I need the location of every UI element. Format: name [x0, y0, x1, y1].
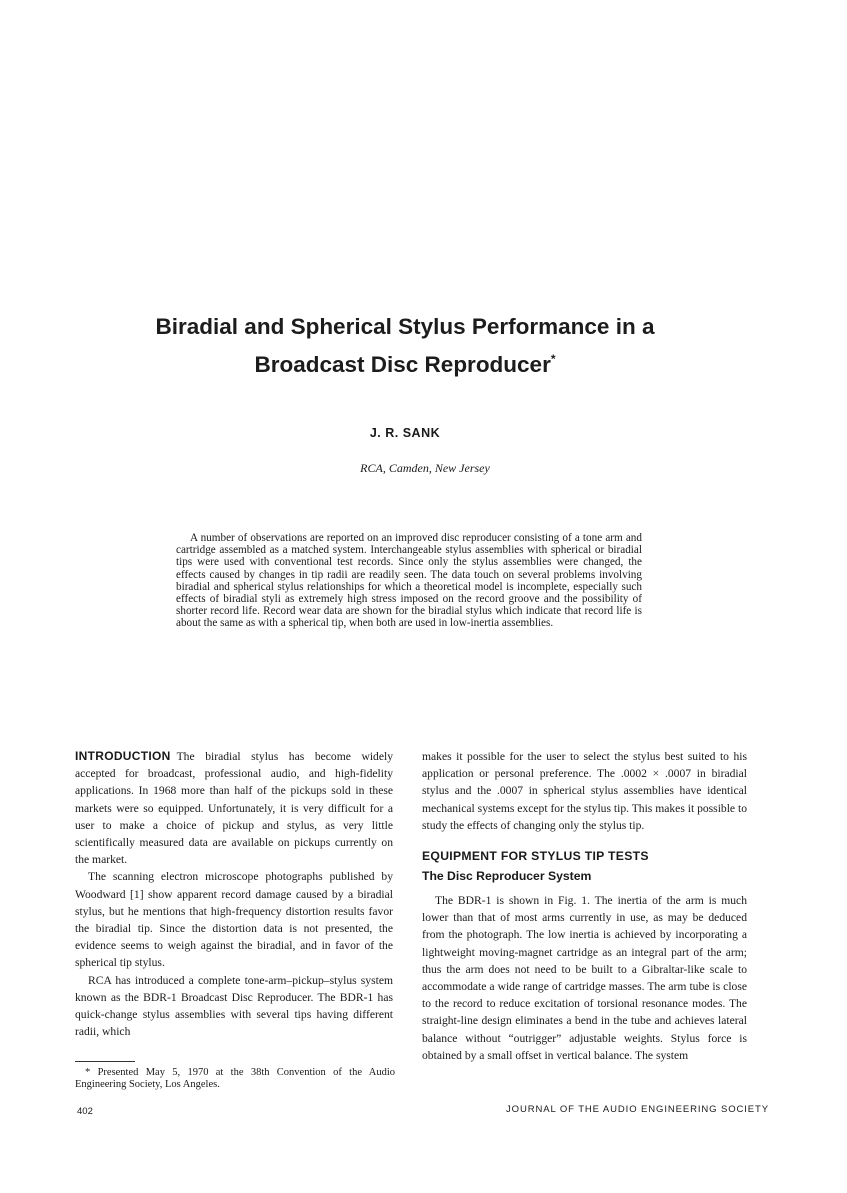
footnote-rule — [75, 1061, 135, 1062]
title-line-2-text: Broadcast Disc Reproducer — [254, 352, 551, 377]
journal-name: JOURNAL OF THE AUDIO ENGINEERING SOCIETY — [506, 1104, 769, 1115]
author-affiliation: RCA, Camden, New Jersey — [360, 461, 490, 475]
equipment-paragraph: The BDR-1 is shown in Fig. 1. The inertia of the arm is much lower than that of most arms currently in use, as may be deduced from the photograph. The low inertia is achieved by incorporating a lightweight moving-magnet cartridge as an integral part of the arm; thus the arm does not need to be built to a Gibraltar-like scale to accommodate a wide range of cartridge masses. The arm tube is close to the record to reduce excitation of torsional resonance modes. The straight-line design eliminates a bend in the tube and achieves lateral balance without “outrigger” adjustable weights. Stylus force is obtained by a small offset in vertical balance. The system — [422, 894, 747, 1062]
title-line-1: Biradial and Spherical Stylus Performance in a — [155, 314, 655, 339]
intro-paragraph-1 — [75, 748, 393, 868]
intro-heading: INTRODUCTION — [75, 749, 171, 763]
abstract: A number of observations are reported on an improved disc reproducer consisting of a tone arm and cartridge assembled as a matched system. Interchangeable stylus assemblies with spherical or biradial tips were used with conventional test records. Since only the stylus assemblies were changed, the effects caused by changes in tip radii are readily seen. The data touch on several problems involving biradial and spherical stylus relationships for which a theoretical model is incomplete, especially such effects of biradial styli as extremely high stress imposed on the record groove and the possibility of shorter record life. Record wear data are shown for the biradial stylus which indicate that record life is about the same as with a spherical tip, when both are used in low-inertia assemblies. — [176, 532, 642, 630]
title-line-2 — [110, 343, 700, 381]
section-heading: EQUIPMENT FOR STYLUS TIP TESTS — [422, 849, 649, 864]
author-name: J. R. SANK — [369, 426, 441, 440]
right-column — [422, 748, 747, 1064]
footnote: * Presented May 5, 1970 at the 38th Convention of the Audio Engineering Society, Los Angeles. — [75, 1067, 395, 1090]
intro-paragraph-2: The scanning electron microscope photographs published by Woodward [1] show apparent record damage caused by a biradial stylus, but he mentions that high-frequency distortion results favor the biradial tip. Since the distortion data is not presented, the evidence seems to weigh against the biradial, and in favor of the spherical tip stylus. — [75, 870, 393, 970]
left-column — [75, 748, 393, 1040]
intro-paragraph-1-text: The biradial stylus has become widely accepted for broadcast, professional audio, and high-fidelity applications. In 1968 more than half of the pickups sold in these markets were so equipped. Unfortunately, it is very difficult for a user to make a choice of pickup and stylus, as very little scientifically measured data are available on pickups currently on the market. — [75, 750, 393, 867]
title-footnote-mark: * — [550, 352, 556, 366]
paper-title — [110, 310, 700, 381]
page-number: 402 — [77, 1106, 93, 1117]
subsection-heading: The Disc Reproducer System — [422, 869, 592, 884]
continued-paragraph: makes it possible for the user to select the stylus best suited to his application or personal preference. The .0002 × .0007 in biradial stylus and the .0007 in spherical stylus assemblies have identical mechanical systems except for the stylus tip. This makes it possible to study the effects of changing only the stylus tip. — [422, 750, 747, 832]
intro-paragraph-3: RCA has introduced a complete tone-arm–pickup–stylus system known as the BDR-1 Broadcast Disc Reproducer. The BDR-1 has quick-change stylus assemblies with several tips having different radii, which — [75, 973, 393, 1039]
